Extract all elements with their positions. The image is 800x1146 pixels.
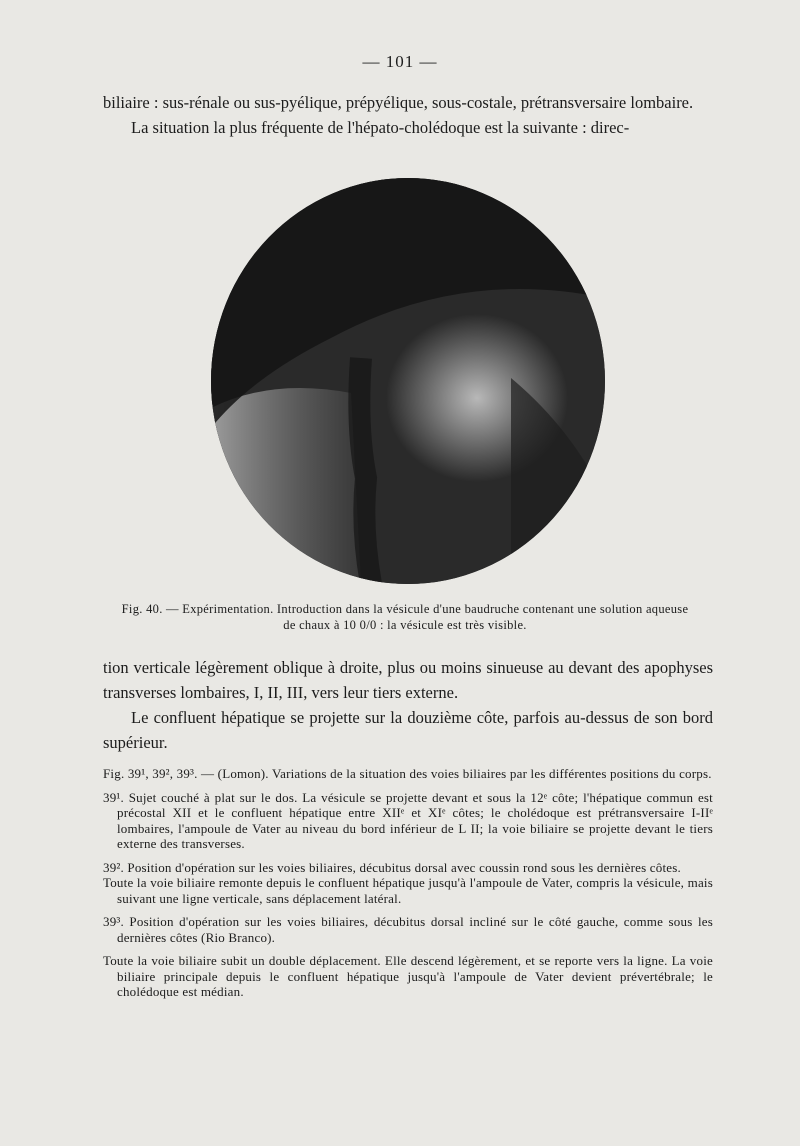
paragraph: Le confluent hépatique se projette sur la douzième côte, parfois au-dessus de son bord supérieur. [103, 708, 713, 752]
note-item: Toute la voie biliaire subit un double déplacement. Elle descend légèrement, et se reporte vers la ligne. La voie biliaire principale depuis le confluent hépatique jusqu'à l'ampoule de Vater devient prévertébrale; le cholédoque est médian. [103, 953, 713, 999]
paragraph: biliaire : sus-rénale ou sus-pyélique, prépyélique, sous-costale, prétransversaire lombaire. [103, 93, 694, 112]
page-number: — 101 — [362, 52, 438, 71]
note-item: 39³. Position d'opération sur les voies biliaires, décubitus dorsal incliné sur le côté gauche, comme sous les dernières côtes (Rio Branco). [103, 914, 713, 945]
note-item: Toute la voie biliaire remonte depuis le confluent hépatique jusqu'à l'ampoule de Vater, compris la vésicule, mais suivant une ligne verticale, sans déplacement latéral. [103, 875, 713, 906]
figure-caption: Fig. 40. — Expérimentation. Introduction dans la vésicule d'une baudruche contenant une solution aqueuse de chaux à 10 0/0 : la vésicule est très visible. [121, 602, 689, 632]
radiograph-figure [211, 178, 605, 584]
note-item: 39¹. Sujet couché à plat sur le dos. La vésicule se projette devant et sous la 12ᵉ côte; l'hépatique commun est précostal XII et le confluent hépatique entre XIIᵉ et XIᵉ côtes; le cholédoque est prétransversaire I-IIᵉ lombaires, l'ampoule de Vater au niveau du bord inférieur de L II; la voie biliaire se projette devant le tiers externe des transverses. [103, 789, 713, 851]
paragraph: La situation la plus fréquente de l'hépato-cholédoque est la suivante : direc- [131, 118, 630, 137]
note-heading: Fig. 39¹, 39², 39³. — (Lomon). Variations de la situation des voies biliaires par les différentes positions du corps. [103, 766, 712, 781]
body-text-middle [103, 655, 713, 755]
radiograph-image [211, 178, 605, 584]
body-text-top [103, 90, 713, 140]
note-item: 39². Position d'opération sur les voies biliaires, décubitus dorsal avec coussin rond sous les dernières côtes. [103, 859, 681, 875]
paragraph: tion verticale légèrement oblique à droite, plus ou moins sinueuse au devant des apophyses transverses lombaires, I, II, III, vers leur tiers externe. [103, 658, 713, 702]
figure-notes [103, 766, 713, 1008]
